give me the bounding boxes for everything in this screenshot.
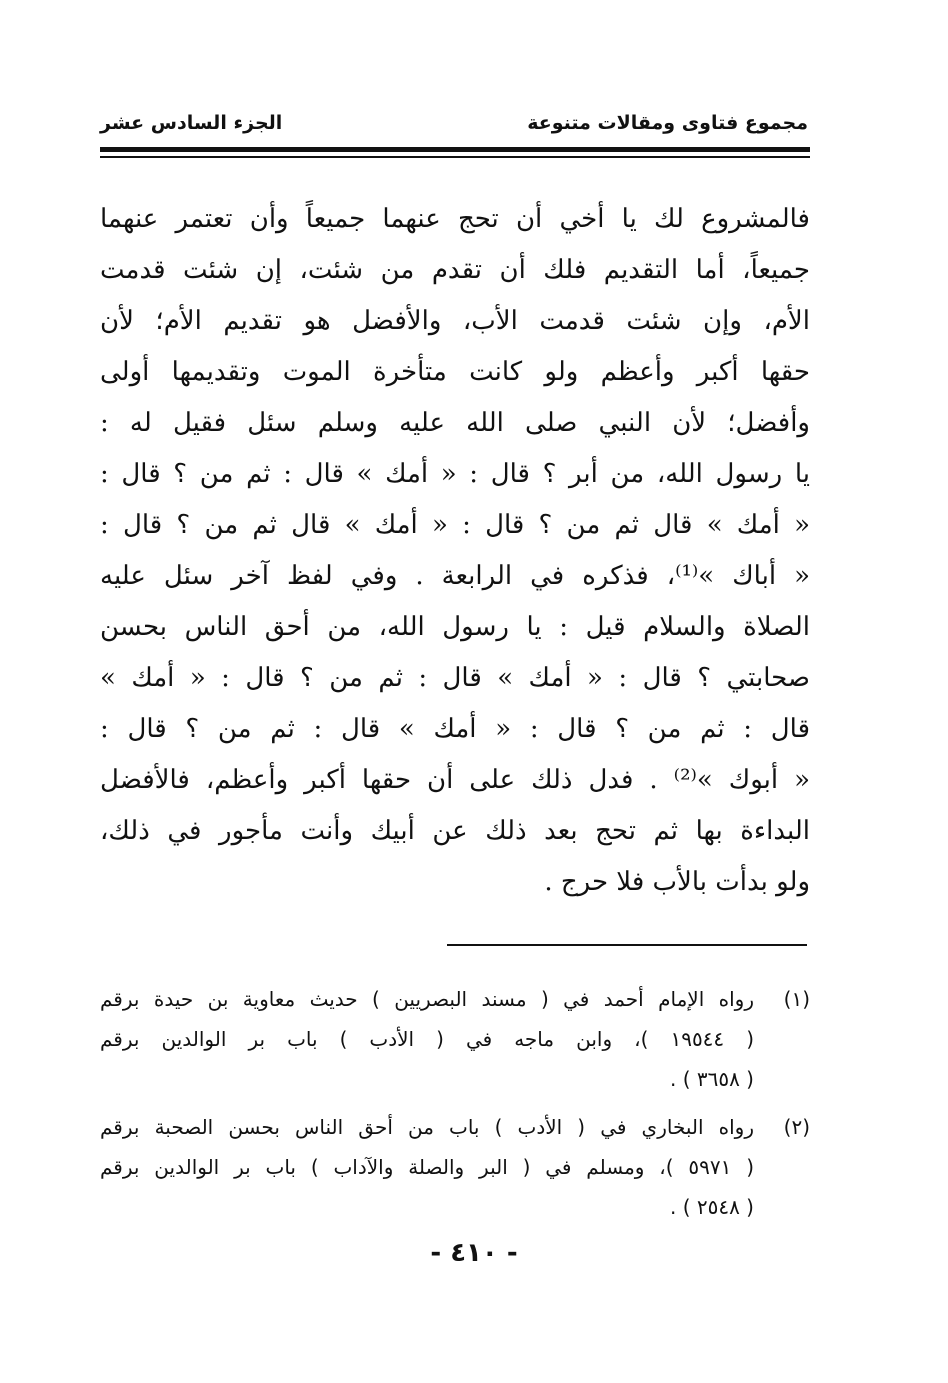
footnotes bbox=[100, 979, 810, 1235]
footnote-number: (٢) bbox=[783, 1115, 810, 1139]
footnote-line: رواه الإمام أحمد في ( مسند البصريين ) حديث معاوية بن حيدة برقم bbox=[100, 987, 754, 1011]
header-rule-thick bbox=[100, 147, 810, 152]
text-line: « أباك »⁽¹⁾، فذكره في الرابعة . وفي لفظ آخر سئل عليه bbox=[100, 561, 810, 591]
text-line: الأم، وإن شئت قدمت الأب، والأفضل هو تقديم الأم؛ لأن bbox=[100, 306, 810, 336]
text-line: ولو بدأت بالأب فلا حرج . bbox=[544, 867, 810, 897]
header-rule-thin bbox=[100, 156, 810, 158]
book-title: مجموع فتاوى ومقالات متنوعة bbox=[527, 112, 808, 134]
page-number: - ٤١٠ - bbox=[430, 1238, 518, 1268]
text-line: قال : ثم من ؟ قال : « أمك » قال : ثم من ؟ قال : bbox=[100, 714, 810, 744]
text-line: حقها أكبر وأعظم ولو كانت متأخرة الموت وتقديمها أولى bbox=[100, 357, 810, 387]
running-header bbox=[100, 108, 808, 142]
volume-part: الجزء السادس عشر bbox=[100, 112, 283, 134]
text-line: فالمشروع لك يا أخي أن تحج عنهما جميعاً وأن تعتمر عنهما bbox=[100, 204, 810, 234]
text-line: وأفضل؛ لأن النبي صلى الله عليه وسلم سئل فقيل له : bbox=[100, 408, 810, 438]
text-line: « أمك » قال ثم من ؟ قال : « أمك » قال ثم من ؟ قال : bbox=[100, 510, 810, 540]
footnote-separator bbox=[447, 944, 807, 946]
text-line: صحابتي ؟ قال : « أمك » قال : ثم من ؟ قال : « أمك » bbox=[100, 663, 810, 693]
main-text bbox=[100, 194, 810, 908]
footnote-line: ( ٣٦٥٨ ) . bbox=[669, 1067, 754, 1091]
text-line: يا رسول الله، من أبر ؟ قال : « أمك » قال : ثم من ؟ قال : bbox=[100, 459, 810, 489]
footnote-line: ( ٥٩٧١ )، ومسلم في ( البر والصلة والآداب ) باب بر الوالدين برقم bbox=[100, 1155, 754, 1179]
footnote-2 bbox=[100, 1107, 810, 1227]
footnote-line: ( ٢٥٤٨ ) . bbox=[669, 1195, 754, 1219]
footnote-1 bbox=[100, 979, 810, 1099]
footnote-line: رواه البخاري في ( الأدب ) باب من أحق الناس بحسن الصحبة برقم bbox=[100, 1115, 754, 1139]
footnote-line: ( ١٩٥٤٤ )، وابن ماجه في ( الأدب ) باب بر الوالدين برقم bbox=[100, 1027, 754, 1051]
footnote-number: (١) bbox=[783, 987, 810, 1011]
text-line: البداءة بها ثم تحج بعد ذلك عن أبيك وأنت مأجور في ذلك، bbox=[100, 816, 810, 846]
text-line: جميعاً، أما التقديم فلك أن تقدم من شئت، إن شئت قدمت bbox=[100, 255, 810, 285]
text-line: « أبوك »⁽²⁾ . فدل ذلك على أن حقها أكبر وأعظم، فالأفضل bbox=[100, 765, 810, 795]
text-line: الصلاة والسلام قيل : يا رسول الله، من أحق الناس بحسن bbox=[100, 612, 810, 642]
